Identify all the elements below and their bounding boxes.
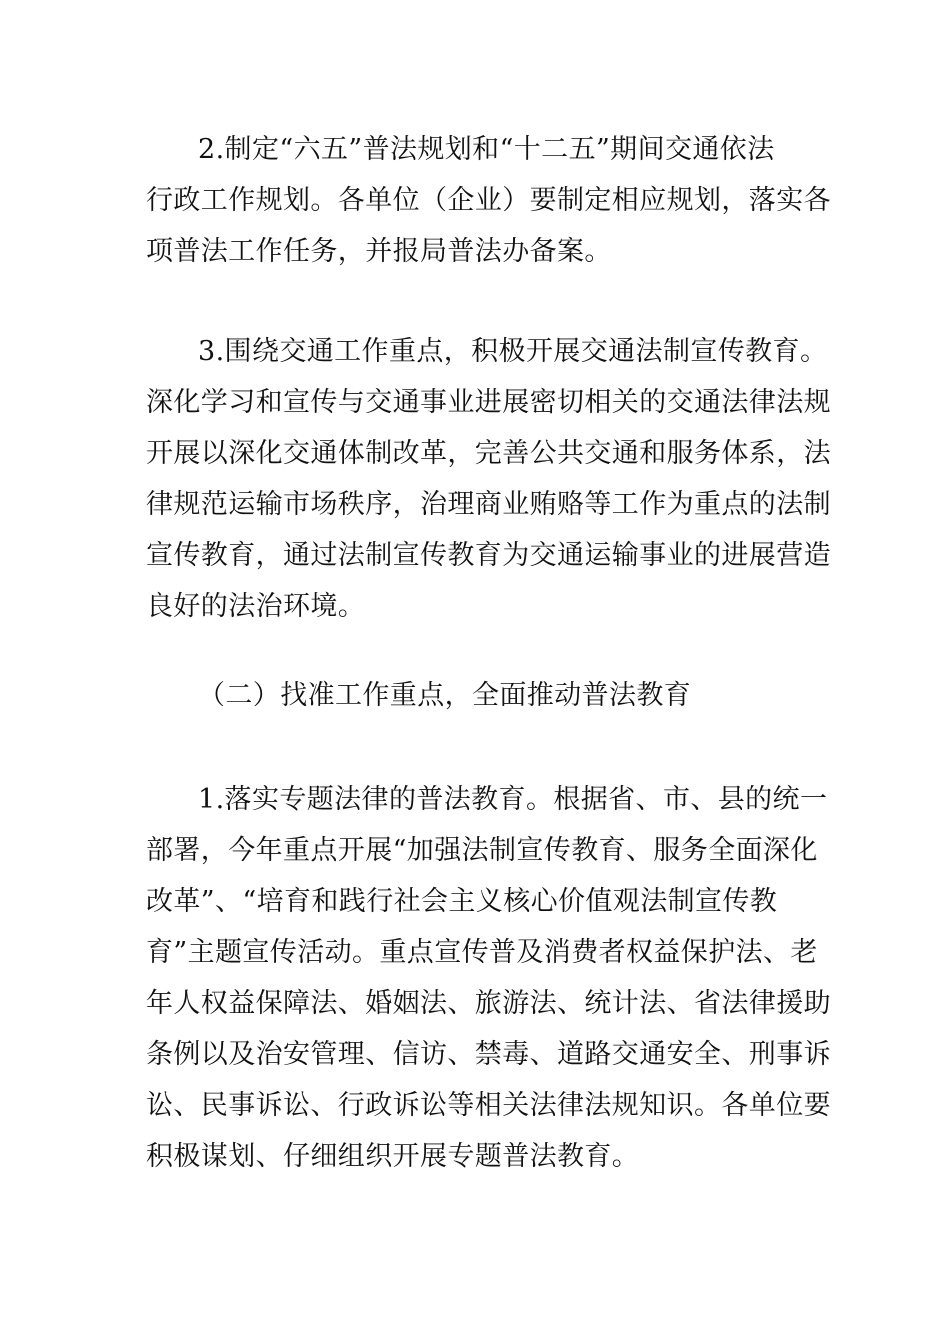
paragraph-line: 宣传教育，通过法制宣传教育为交通运输事业的进展营造 — [146, 540, 831, 571]
paragraph-line: 育”主题宣传活动。重点宣传普及消费者权益保护法、老 — [146, 937, 818, 968]
paragraph-line: 条例以及治安管理、信访、禁毒、道路交通安全、刑事诉 — [146, 1039, 831, 1070]
paragraph-line: 律规范运输市场秩序，治理商业贿赂等工作为重点的法制 — [146, 489, 831, 520]
paragraph-line: 部署，今年重点开展“加强法制宣传教育、服务全面深化 — [146, 835, 818, 866]
paragraph-line: 积极谋划、仔细组织开展专题普法教育。 — [146, 1141, 640, 1172]
paragraph-special-topics — [146, 774, 831, 1182]
section-heading-text: （二）找准工作重点，全面推动普法教育 — [198, 680, 692, 711]
paragraph-line: 年人权益保障法、婚姻法、旅游法、统计法、省法律援助 — [146, 988, 831, 1019]
paragraph-line: 改革”、“培育和践行社会主义核心价值观法制宣传教 — [146, 886, 778, 917]
paragraph-line: 2.制定“六五”普法规划和“十二五”期间交通依法 — [198, 134, 775, 165]
paragraph-line: 良好的法治环境。 — [146, 591, 366, 622]
paragraph-line: 行政工作规划。各单位（企业）要制定相应规划，落实各 — [146, 185, 831, 216]
paragraph-education — [146, 326, 831, 632]
paragraph-line: 项普法工作任务，并报局普法办备案。 — [146, 236, 612, 267]
paragraph-line: 深化学习和宣传与交通事业进展密切相关的交通法律法规 — [146, 387, 831, 418]
paragraph-line: 3.围绕交通工作重点，积极开展交通法制宣传教育。 — [198, 336, 828, 367]
section-heading — [146, 670, 806, 721]
paragraph-line: 开展以深化交通体制改革，完善公共交通和服务体系，法 — [146, 438, 831, 469]
paragraph-line: 讼、民事诉讼、行政诉讼等相关法律法规知识。各单位要 — [146, 1090, 831, 1121]
paragraph-planning — [146, 124, 831, 277]
paragraph-line: 1.落实专题法律的普法教育。根据省、市、县的统一 — [198, 784, 828, 815]
